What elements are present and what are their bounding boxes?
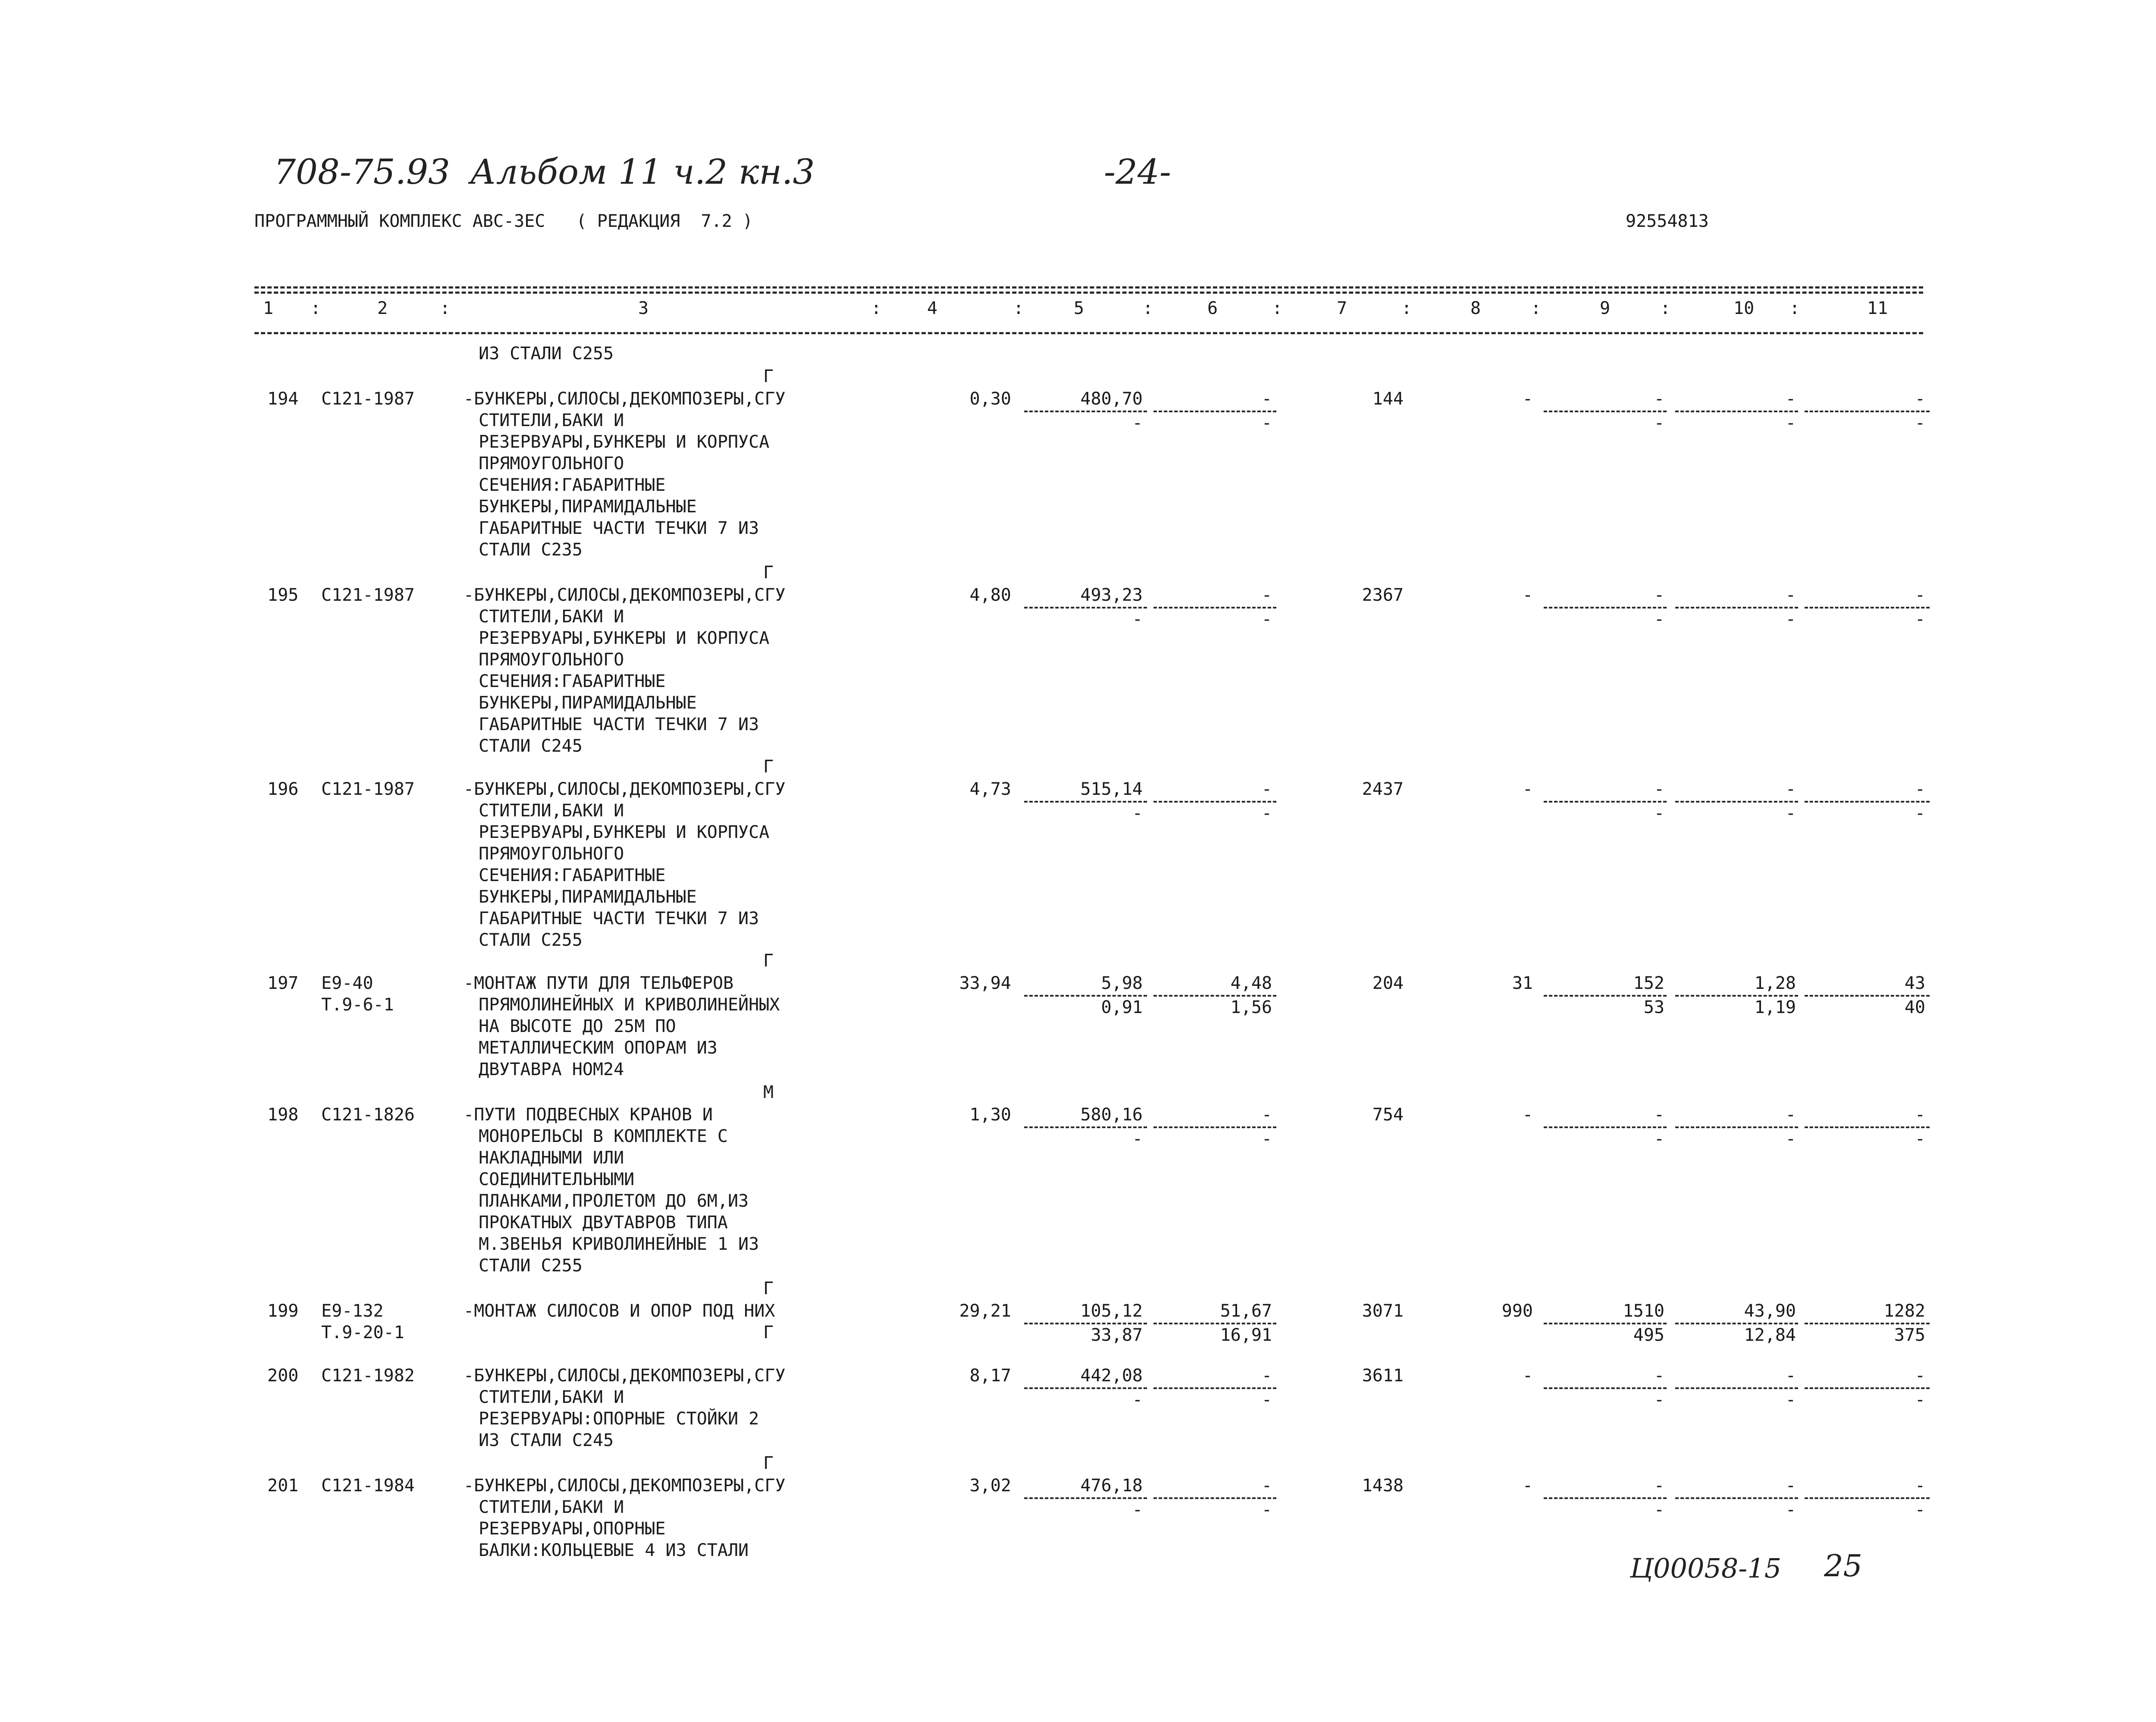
row-value-c4: 33,94 (959, 973, 1011, 993)
row-value-c11: 1282 (1883, 1301, 1925, 1321)
row-code: Е9-132 (321, 1301, 384, 1321)
column-separator: : (871, 298, 882, 318)
row-value-c6-lower: - (1261, 609, 1272, 629)
row-value-c11-lower: - (1915, 1129, 1925, 1149)
row-value-c9: - (1654, 389, 1664, 409)
row-value-c6-lower: 1,56 (1230, 997, 1272, 1017)
row-number: 195 (267, 585, 299, 605)
row-value-c5-lower: - (1132, 1390, 1143, 1410)
row-value-c7: 3611 (1362, 1366, 1404, 1386)
row-value-c4: 29,21 (959, 1301, 1011, 1321)
row-value-c9-lower: - (1654, 413, 1664, 433)
row-value-c10-lower: 12,84 (1744, 1325, 1796, 1345)
row-description-line: БУНКЕРЫ,ПИРАМИДАЛЬНЫЕ (479, 693, 697, 713)
column-header-9: 9 (1600, 298, 1611, 318)
row-value-c5: 442,08 (1080, 1366, 1143, 1386)
row-value-c9: 1510 (1623, 1301, 1664, 1321)
row-value-c6-lower: - (1261, 803, 1272, 823)
row-value-c6: - (1261, 389, 1272, 409)
row-description-line: РЕЗЕРВУАРЫ,БУНКЕРЫ И КОРПУСА (479, 432, 770, 452)
row-value-c11-lower: 375 (1894, 1325, 1925, 1345)
row-value-c5-lower: - (1132, 1129, 1143, 1149)
row-description-line: -БУНКЕРЫ,СИЛОСЫ,ДЕКОМПОЗЕРЫ,СГУ (464, 1366, 786, 1386)
row-description-line: -МОНТАЖ СИЛОСОВ И ОПОР ПОД НИХ (464, 1301, 775, 1321)
mark-above: Г (763, 563, 774, 583)
row-value-c6: 51,67 (1220, 1301, 1272, 1321)
row-value-c9: - (1654, 1366, 1664, 1386)
row-value-c10: - (1785, 1476, 1796, 1496)
row-number: 194 (267, 389, 299, 409)
row-value-c5: 480,70 (1080, 389, 1143, 409)
row-value-c5-lower: - (1132, 609, 1143, 629)
row-value-c5-lower: 33,87 (1091, 1325, 1143, 1345)
row-value-c10: - (1785, 585, 1796, 605)
column-header-10: 10 (1733, 298, 1755, 318)
row-description-line: -БУНКЕРЫ,СИЛОСЫ,ДЕКОМПОЗЕРЫ,СГУ (464, 585, 786, 605)
row-value-c8: - (1522, 1366, 1533, 1386)
row-value-c5-lower: - (1132, 413, 1143, 433)
row-description-line: -БУНКЕРЫ,СИЛОСЫ,ДЕКОМПОЗЕРЫ,СГУ (464, 779, 786, 799)
mark-below: Г (763, 1323, 774, 1342)
row-value-c10: 43,90 (1744, 1301, 1796, 1321)
row-number: 199 (267, 1301, 299, 1321)
row-description-line: -МОНТАЖ ПУТИ ДЛЯ ТЕЛЬФЕРОВ (464, 973, 734, 993)
row-value-c9: - (1654, 585, 1664, 605)
row-description-line: ГАБАРИТНЫЕ ЧАСТИ ТЕЧКИ 7 ИЗ (479, 715, 759, 734)
row-description-line: М.ЗВЕНЬЯ КРИВОЛИНЕЙНЫЕ 1 ИЗ (479, 1234, 759, 1254)
row-value-c11: 43 (1904, 973, 1925, 993)
row-value-c6-lower: - (1261, 1500, 1272, 1520)
row-value-c5: 580,16 (1080, 1105, 1143, 1125)
row-description-line: РЕЗЕРВУАРЫ,БУНКЕРЫ И КОРПУСА (479, 628, 770, 648)
row-value-c10-lower: - (1785, 1390, 1796, 1410)
row-description-line: ПЛАНКАМИ,ПРОЛЕТОМ ДО 6М,ИЗ (479, 1191, 749, 1211)
row-description-line: СТАЛИ С235 (479, 540, 583, 560)
row-value-c4: 3,02 (969, 1476, 1011, 1496)
handwritten-stamp-number: Ц00058-15 (1630, 1553, 1782, 1584)
row-value-c5-lower: 0,91 (1101, 997, 1143, 1017)
row-value-c11: - (1915, 779, 1925, 799)
row-value-c6-lower: 16,91 (1220, 1325, 1272, 1345)
row-value-c11: - (1915, 585, 1925, 605)
row-value-c6: 4,48 (1230, 973, 1272, 993)
mark-above: М (763, 1082, 774, 1102)
row-value-c9-lower: - (1654, 1129, 1664, 1149)
row-value-c8: 31 (1512, 973, 1533, 993)
row-value-c7: 1438 (1362, 1476, 1404, 1496)
row-value-c5-lower: - (1132, 1500, 1143, 1520)
row-description-line: БАЛКИ:КОЛЬЦЕВЫЕ 4 ИЗ СТАЛИ (479, 1540, 749, 1560)
row-value-c8: - (1522, 585, 1533, 605)
row-description-line: -БУНКЕРЫ,СИЛОСЫ,ДЕКОМПОЗЕРЫ,СГУ (464, 1476, 786, 1496)
row-description-line: СТИТЕЛИ,БАКИ И (479, 1497, 624, 1517)
document-number: 92554813 (1626, 211, 1709, 231)
row-description-line: СТИТЕЛИ,БАКИ И (479, 607, 624, 627)
row-value-c9: - (1654, 1105, 1664, 1125)
row-value-c9-lower: 53 (1643, 997, 1664, 1017)
row-description-line: -БУНКЕРЫ,СИЛОСЫ,ДЕКОМПОЗЕРЫ,СГУ (464, 389, 786, 409)
row-value-c11: - (1915, 1366, 1925, 1386)
row-description-line: СОЕДИНИТЕЛЬНЫМИ (479, 1170, 635, 1189)
column-header-1: 1 (263, 298, 274, 318)
row-code: С121-1987 (321, 585, 415, 605)
row-value-c10: - (1785, 1105, 1796, 1125)
row-value-c4: 0,30 (969, 389, 1011, 409)
row-description-line: ИЗ СТАЛИ С245 (479, 1430, 614, 1450)
row-number: 197 (267, 973, 299, 993)
row-value-c7: 2437 (1362, 779, 1404, 799)
row-value-c10-lower: - (1785, 413, 1796, 433)
mark-above: Г (763, 1453, 774, 1473)
row-description-line: СТИТЕЛИ,БАКИ И (479, 411, 624, 430)
row-value-c10-lower: - (1785, 803, 1796, 823)
row-value-c7: 2367 (1362, 585, 1404, 605)
row-description-line: СТИТЕЛИ,БАКИ И (479, 801, 624, 821)
row-description-line: ГАБАРИТНЫЕ ЧАСТИ ТЕЧКИ 7 ИЗ (479, 909, 759, 928)
row-value-c10-lower: - (1785, 1500, 1796, 1520)
row-value-c9-lower: - (1654, 1390, 1664, 1410)
column-header-5: 5 (1074, 298, 1084, 318)
row-value-c6: - (1261, 1366, 1272, 1386)
preamble-text: ИЗ СТАЛИ С255 (479, 344, 614, 364)
row-value-c9: 152 (1633, 973, 1664, 993)
column-separator: : (1143, 298, 1153, 318)
program-line: ПРОГРАММНЫЙ КОМПЛЕКС АВС-3ЕС ( РЕДАКЦИЯ 7.2 ) (254, 211, 753, 231)
row-description-line: НА ВЫСОТЕ ДО 25М ПО (479, 1016, 676, 1036)
row-value-c5: 5,98 (1101, 973, 1143, 993)
row-value-c9-lower: - (1654, 609, 1664, 629)
row-description-line: СТАЛИ С255 (479, 1256, 583, 1276)
row-value-c5: 493,23 (1080, 585, 1143, 605)
row-code: С121-1987 (321, 779, 415, 799)
row-value-c11-lower: - (1915, 609, 1925, 629)
row-value-c6: - (1261, 585, 1272, 605)
row-value-c8: - (1522, 1105, 1533, 1125)
column-separator: : (310, 298, 321, 318)
row-value-c11-lower: - (1915, 803, 1925, 823)
row-value-c7: 204 (1372, 973, 1404, 993)
row-value-c11-lower: - (1915, 1500, 1925, 1520)
column-separator: : (1013, 298, 1024, 318)
row-description-line: МОНОРЕЛЬСЫ В КОМПЛЕКТЕ С (479, 1126, 728, 1146)
row-description-line: СТАЛИ С255 (479, 930, 583, 950)
row-value-c9-lower: - (1654, 803, 1664, 823)
row-value-c11-lower: - (1915, 413, 1925, 433)
row-value-c5: 515,14 (1080, 779, 1143, 799)
mark-above: Г (763, 1279, 774, 1299)
row-value-c10: - (1785, 389, 1796, 409)
mark-above: Г (763, 367, 774, 386)
row-description-line: НАКЛАДНЫМИ ИЛИ (479, 1148, 624, 1168)
row-value-c4: 8,17 (969, 1366, 1011, 1386)
row-code: С121-1984 (321, 1476, 415, 1496)
row-description-line: ДВУТАВРА НОМ24 (479, 1060, 624, 1079)
row-value-c11-lower: - (1915, 1390, 1925, 1410)
row-value-c4: 4,73 (969, 779, 1011, 799)
row-description-line: СЕЧЕНИЯ:ГАБАРИТНЫЕ (479, 866, 666, 885)
row-code: Е9-40 (321, 973, 373, 993)
row-value-c10: - (1785, 779, 1796, 799)
row-description-line: РЕЗЕРВУАРЫ,ОПОРНЫЕ (479, 1519, 666, 1539)
row-number: 201 (267, 1476, 299, 1496)
row-value-c10-lower: - (1785, 609, 1796, 629)
row-code: С121-1987 (321, 389, 415, 409)
row-value-c10: - (1785, 1366, 1796, 1386)
row-number: 198 (267, 1105, 299, 1125)
row-value-c7: 754 (1372, 1105, 1404, 1125)
row-description-line: ПРЯМОУГОЛЬНОГО (479, 650, 624, 670)
row-description-line: БУНКЕРЫ,ПИРАМИДАЛЬНЫЕ (479, 887, 697, 907)
row-value-c9-lower: 495 (1633, 1325, 1664, 1345)
row-description-line: -ПУТИ ПОДВЕСНЫХ КРАНОВ И (464, 1105, 713, 1125)
column-header-4: 4 (927, 298, 938, 318)
column-separator: : (1660, 298, 1671, 318)
row-value-c4: 4,80 (969, 585, 1011, 605)
row-value-c6-lower: - (1261, 413, 1272, 433)
row-value-c7: 144 (1372, 389, 1404, 409)
row-number: 200 (267, 1366, 299, 1386)
row-description-line: РЕЗЕРВУАРЫ,БУНКЕРЫ И КОРПУСА (479, 822, 770, 842)
column-header-8: 8 (1470, 298, 1481, 318)
row-description-line: БУНКЕРЫ,ПИРАМИДАЛЬНЫЕ (479, 497, 697, 517)
column-separator: : (1401, 298, 1412, 318)
row-code: С121-1982 (321, 1366, 415, 1386)
row-description-line: СТИТЕЛИ,БАКИ И (479, 1387, 624, 1407)
row-value-c5: 105,12 (1080, 1301, 1143, 1321)
handwritten-album: Альбом 11 ч.2 кн.3 (470, 152, 815, 192)
row-description-line: СЕЧЕНИЯ:ГАБАРИТНЫЕ (479, 475, 666, 495)
row-value-c5: 476,18 (1080, 1476, 1143, 1496)
column-separator: : (1789, 298, 1800, 318)
mark-above: Г (763, 757, 774, 777)
handwritten-page-number: -24- (1104, 152, 1171, 192)
column-header-11: 11 (1867, 298, 1888, 318)
column-header-3: 3 (638, 298, 649, 318)
row-description-line: ГАБАРИТНЫЕ ЧАСТИ ТЕЧКИ 7 ИЗ (479, 518, 759, 538)
row-value-c6: - (1261, 1476, 1272, 1496)
row-value-c6-lower: - (1261, 1129, 1272, 1149)
row-value-c6: - (1261, 1105, 1272, 1125)
row-value-c6: - (1261, 779, 1272, 799)
row-description-line: СТАЛИ С245 (479, 736, 583, 756)
row-code: С121-1826 (321, 1105, 415, 1125)
row-code-secondary: Т.9-6-1 (321, 995, 394, 1015)
row-value-c11: - (1915, 1105, 1925, 1125)
row-value-c9-lower: - (1654, 1500, 1664, 1520)
column-separator: : (1272, 298, 1283, 318)
row-description-line: ПРЯМОУГОЛЬНОГО (479, 844, 624, 864)
row-value-c11: - (1915, 389, 1925, 409)
row-value-c9: - (1654, 779, 1664, 799)
row-value-c10-lower: - (1785, 1129, 1796, 1149)
row-value-c5-lower: - (1132, 803, 1143, 823)
row-description-line: СЕЧЕНИЯ:ГАБАРИТНЫЕ (479, 671, 666, 691)
column-separator: : (440, 298, 451, 318)
mark-above: Г (763, 951, 774, 971)
row-value-c7: 3071 (1362, 1301, 1404, 1321)
row-value-c10: 1,28 (1754, 973, 1796, 993)
handwritten-sheet-number: 25 (1824, 1548, 1863, 1584)
row-description-line: ПРЯМОЛИНЕЙНЫХ И КРИВОЛИНЕЙНЫХ (479, 995, 780, 1015)
row-value-c9: - (1654, 1476, 1664, 1496)
row-description-line: ПРОКАТНЫХ ДВУТАВРОВ ТИПА (479, 1213, 728, 1233)
row-description-line: РЕЗЕРВУАРЫ:ОПОРНЫЕ СТОЙКИ 2 (479, 1409, 759, 1429)
row-value-c6-lower: - (1261, 1390, 1272, 1410)
row-description-line: ПРЯМОУГОЛЬНОГО (479, 454, 624, 474)
row-value-c8: - (1522, 779, 1533, 799)
row-value-c8: 990 (1501, 1301, 1533, 1321)
handwritten-code: 708-75.93 (274, 152, 450, 192)
column-header-6: 6 (1207, 298, 1218, 318)
row-value-c4: 1,30 (969, 1105, 1011, 1125)
row-value-c8: - (1522, 389, 1533, 409)
column-header-2: 2 (377, 298, 388, 318)
row-description-line: МЕТАЛЛИЧЕСКИМ ОПОРАМ ИЗ (479, 1038, 718, 1058)
row-value-c11: - (1915, 1476, 1925, 1496)
row-value-c10-lower: 1,19 (1754, 997, 1796, 1017)
column-separator: : (1531, 298, 1542, 318)
row-number: 196 (267, 779, 299, 799)
column-header-7: 7 (1337, 298, 1348, 318)
row-code-secondary: Т.9-20-1 (321, 1323, 404, 1342)
row-value-c8: - (1522, 1476, 1533, 1496)
row-value-c11-lower: 40 (1904, 997, 1925, 1017)
